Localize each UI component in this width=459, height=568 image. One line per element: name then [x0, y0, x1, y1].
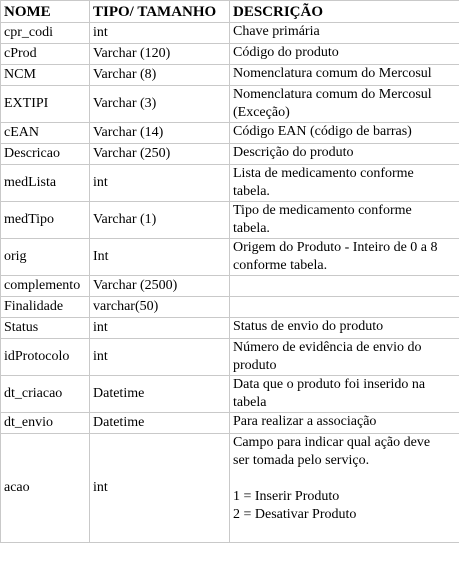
- field-name: Descricao: [1, 144, 90, 165]
- field-name: EXTIPI: [1, 86, 90, 123]
- field-description: [230, 86, 459, 123]
- description-line: tabela: [233, 395, 267, 410]
- description-line: 2 = Desativar Produto: [233, 507, 357, 522]
- description-line: Para realizar a associação: [233, 414, 377, 429]
- field-name: dt_envio: [1, 413, 90, 434]
- table-row: [1, 144, 459, 165]
- description-line: Origem do Produto - Inteiro de 0 a 8: [233, 240, 438, 255]
- table-row: [1, 23, 459, 44]
- table-row: [1, 165, 459, 202]
- description-line: tabela.: [233, 221, 270, 236]
- field-type: Varchar (2500): [90, 276, 230, 297]
- description-line: ser tomada pelo serviço.: [233, 453, 370, 468]
- table-row: [1, 276, 459, 297]
- description-line: conforme tabela.: [233, 258, 328, 273]
- field-type: Varchar (8): [90, 65, 230, 86]
- description-line: [233, 470, 456, 488]
- table-row: [1, 376, 459, 413]
- table-row: [1, 413, 459, 434]
- field-name: orig: [1, 239, 90, 276]
- field-name: NCM: [1, 65, 90, 86]
- field-type: int: [90, 23, 230, 44]
- field-type: Varchar (3): [90, 86, 230, 123]
- field-description: [230, 297, 459, 318]
- field-description: [230, 44, 459, 65]
- field-type: int: [90, 434, 230, 543]
- description-line: Status de envio do produto: [233, 319, 384, 334]
- field-description: [230, 276, 459, 297]
- field-description: [230, 165, 459, 202]
- description-line: Código EAN (código de barras): [233, 124, 412, 139]
- table-row: [1, 123, 459, 144]
- table-row: [1, 239, 459, 276]
- field-name: dt_criacao: [1, 376, 90, 413]
- field-type: int: [90, 165, 230, 202]
- field-name: cEAN: [1, 123, 90, 144]
- field-description: [230, 202, 459, 239]
- description-line: Número de evidência de envio do: [233, 340, 422, 355]
- field-type: int: [90, 318, 230, 339]
- description-line: Nomenclatura comum do Mercosul: [233, 66, 432, 81]
- field-description: [230, 239, 459, 276]
- field-type: Datetime: [90, 376, 230, 413]
- field-type: Varchar (14): [90, 123, 230, 144]
- table-header-row: [1, 1, 459, 23]
- description-line: Chave primária: [233, 24, 320, 39]
- description-line: Tipo de medicamento conforme: [233, 203, 412, 218]
- description-line: Campo para indicar qual ação deve: [233, 435, 431, 450]
- field-description: [230, 123, 459, 144]
- field-type: Datetime: [90, 413, 230, 434]
- table-row: [1, 65, 459, 86]
- description-line: Descrição do produto: [233, 145, 354, 160]
- field-name: idProtocolo: [1, 339, 90, 376]
- field-name: medLista: [1, 165, 90, 202]
- field-type: varchar(50): [90, 297, 230, 318]
- table-row: [1, 297, 459, 318]
- table-row: [1, 318, 459, 339]
- description-line: Lista de medicamento conforme: [233, 166, 414, 181]
- description-line: Código do produto: [233, 45, 339, 60]
- field-description: [230, 144, 459, 165]
- table-row: [1, 339, 459, 376]
- header-descricao: DESCRIÇÃO: [230, 1, 459, 23]
- field-name: medTipo: [1, 202, 90, 239]
- field-name: cpr_codi: [1, 23, 90, 44]
- field-description: [230, 65, 459, 86]
- description-line: produto: [233, 358, 277, 373]
- field-type: Varchar (1): [90, 202, 230, 239]
- description-line: tabela.: [233, 184, 270, 199]
- field-description: [230, 434, 459, 543]
- field-name: cProd: [1, 44, 90, 65]
- field-type: int: [90, 339, 230, 376]
- field-description: [230, 318, 459, 339]
- table-row: [1, 434, 459, 543]
- description-line: Nomenclatura comum do Mercosul: [233, 87, 432, 102]
- field-description: [230, 23, 459, 44]
- field-type: Int: [90, 239, 230, 276]
- field-name: acao: [1, 434, 90, 543]
- field-name: complemento: [1, 276, 90, 297]
- field-description: [230, 339, 459, 376]
- field-description: [230, 413, 459, 434]
- field-description: [230, 376, 459, 413]
- field-type: Varchar (120): [90, 44, 230, 65]
- field-type: Varchar (250): [90, 144, 230, 165]
- description-line: (Exceção): [233, 105, 290, 120]
- table-row: [1, 86, 459, 123]
- header-nome: NOME: [1, 1, 90, 23]
- table-row: [1, 44, 459, 65]
- table-row: [1, 202, 459, 239]
- field-name: Status: [1, 318, 90, 339]
- header-tipo-tamanho: TIPO/ TAMANHO: [90, 1, 230, 23]
- description-line: 1 = Inserir Produto: [233, 489, 340, 504]
- field-name: Finalidade: [1, 297, 90, 318]
- description-line: Data que o produto foi inserido na: [233, 377, 426, 392]
